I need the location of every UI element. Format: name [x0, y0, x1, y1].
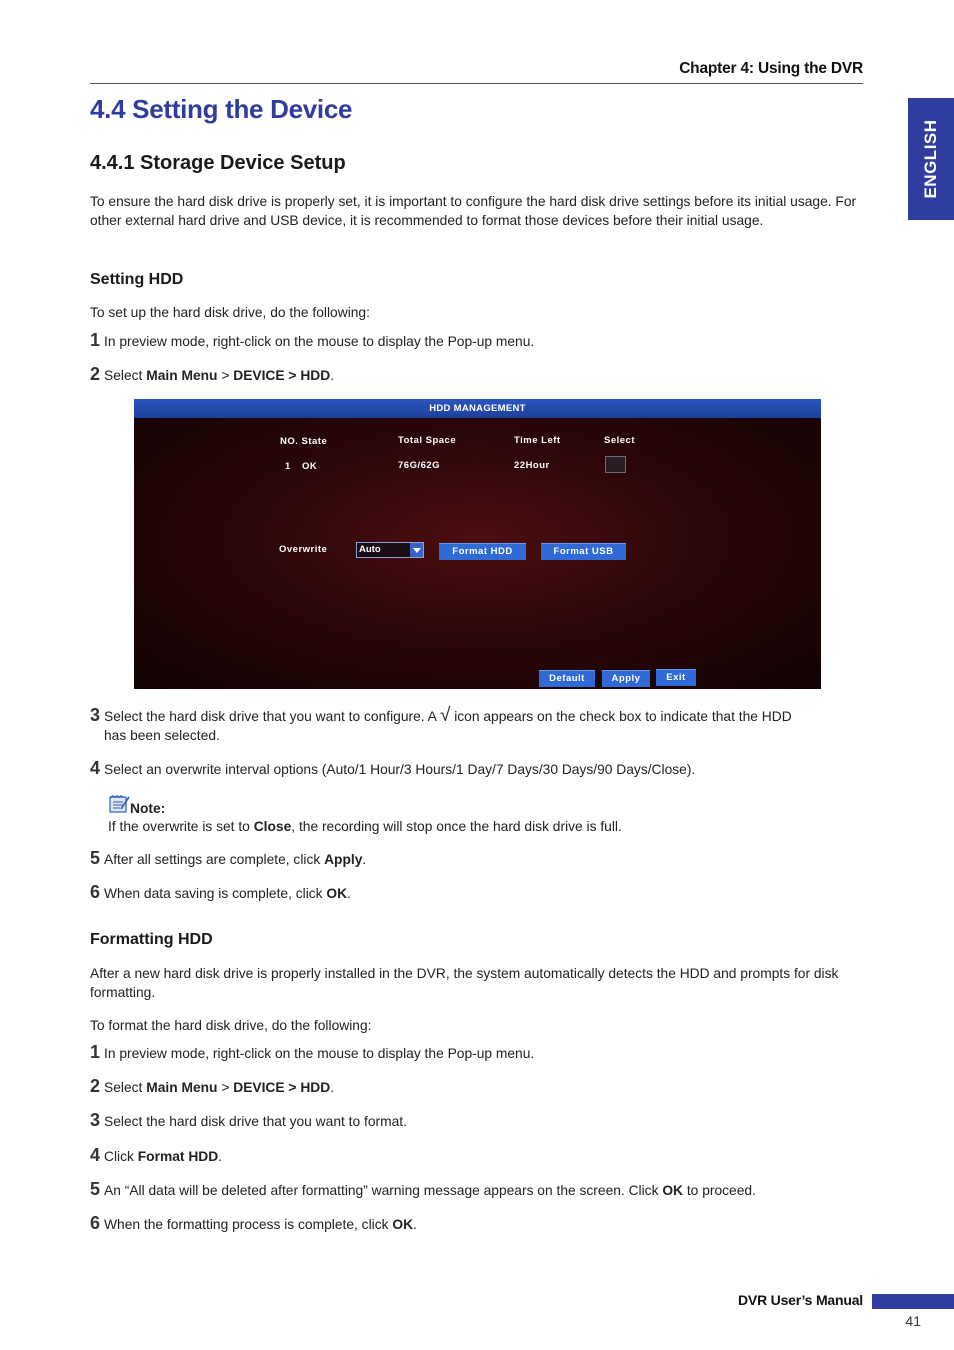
step-text: An “All data will be deleted after formatting” warning message appears on the screen. Click	[104, 1183, 663, 1198]
exit-button[interactable]: Exit	[656, 669, 696, 686]
format-step-3	[90, 1111, 850, 1131]
step-number: 4	[90, 1145, 101, 1165]
format-step-1	[90, 1043, 850, 1063]
col-no-state: NO. State	[280, 436, 328, 447]
setting-hdd-heading: Setting HDD	[90, 271, 184, 288]
step-text: .	[362, 852, 367, 867]
step-text: to proceed.	[683, 1183, 756, 1198]
step-text: Select	[104, 1080, 147, 1095]
overwrite-label: Overwrite	[279, 544, 328, 555]
menu-path: DEVICE > HDD	[233, 368, 331, 383]
overwrite-value: Auto	[359, 544, 381, 555]
note-icon	[108, 794, 130, 814]
note-label: Note:	[130, 801, 166, 816]
step-text: After all settings are complete, click	[104, 852, 325, 867]
default-button[interactable]: Default	[539, 670, 595, 687]
row-state: OK	[302, 461, 318, 472]
step-number: 5	[90, 1179, 101, 1199]
step-text: Select the hard disk drive that you want to format.	[104, 1114, 407, 1129]
keyword: Apply	[324, 852, 363, 867]
menu-path: Main Menu	[146, 1080, 218, 1095]
col-select: Select	[604, 435, 635, 446]
footer-manual-title: DVR User’s Manual	[738, 1292, 863, 1308]
row-total-space: 76G/62G	[398, 460, 441, 471]
formatting-hdd-heading: Formatting HDD	[90, 931, 213, 948]
step-text: In preview mode, right-click on the mouse to display the Pop-up menu.	[104, 334, 535, 349]
format-usb-button[interactable]: Format USB	[541, 543, 626, 560]
step-text: .	[347, 886, 351, 901]
setting-step-3	[90, 706, 850, 745]
step-number: 4	[90, 758, 101, 778]
keyword: Format HDD	[137, 1149, 219, 1164]
subsection-title: 4.4.1 Storage Device Setup	[90, 152, 346, 174]
format-step-6	[90, 1214, 850, 1234]
row-number: 1	[285, 461, 291, 472]
step-number: 3	[90, 1110, 101, 1130]
step-text: .	[330, 368, 335, 383]
step-text: >	[217, 368, 234, 383]
note-keyword: Close	[253, 819, 292, 834]
header-divider	[90, 83, 863, 84]
note-text-start: If the overwrite is set to	[108, 819, 254, 834]
keyword: OK	[326, 886, 348, 901]
format-step-2	[90, 1077, 850, 1097]
step-text: Select the hard disk drive that you want to configure. A	[104, 709, 440, 724]
hdd-management-screenshot	[134, 399, 821, 689]
step-text: In preview mode, right-click on the mouse to display the Pop-up menu.	[104, 1046, 535, 1061]
page-number: 41	[905, 1313, 921, 1329]
keyword: OK	[662, 1183, 684, 1198]
col-time-left: Time Left	[514, 435, 561, 446]
chevron-down-icon[interactable]	[410, 543, 423, 557]
apply-button[interactable]: Apply	[602, 670, 650, 687]
note-text-end: , the recording will stop once the hard disk drive is full.	[291, 819, 622, 834]
menu-path: Main Menu	[146, 368, 218, 383]
select-checkbox[interactable]	[605, 456, 626, 473]
step-number: 6	[90, 882, 101, 902]
format-step-5	[90, 1180, 850, 1200]
intro-paragraph: To ensure the hard disk drive is properly set, it is important to configure the hard disk drive settings before its initial usage. For other external hard drive and USB device, it is recommended to format those devices before their initial usage.	[90, 194, 857, 228]
step-text: .	[330, 1080, 335, 1095]
step-text: .	[218, 1149, 223, 1164]
step-text: icon appears on the check box to indicate that the HDD	[450, 709, 792, 724]
formatting-lead: To format the hard disk drive, do the following:	[90, 1018, 372, 1033]
setting-step-2	[90, 365, 850, 385]
step-text: Click	[104, 1149, 138, 1164]
row-time-left: 22Hour	[514, 460, 550, 471]
setting-step-6	[90, 883, 850, 903]
step-number: 5	[90, 848, 101, 868]
language-tab	[908, 98, 954, 220]
format-step-4	[90, 1146, 850, 1166]
check-mark-icon: √	[439, 705, 451, 726]
step-text-continued: has been selected.	[104, 728, 220, 743]
step-number: 1	[90, 330, 101, 350]
step-text: When the formatting process is complete, click	[104, 1217, 393, 1232]
dvr-title: HDD MANAGEMENT	[134, 399, 821, 418]
step-number: 1	[90, 1042, 101, 1062]
language-tab-label: ENGLISH	[921, 119, 940, 199]
step-text: >	[217, 1080, 234, 1095]
step-text: .	[413, 1217, 417, 1232]
step-number: 6	[90, 1213, 101, 1233]
format-hdd-button[interactable]: Format HDD	[439, 543, 526, 560]
step-number: 3	[90, 705, 101, 725]
setting-step-4	[90, 759, 850, 779]
overwrite-select[interactable]	[356, 542, 424, 558]
chapter-header: Chapter 4: Using the DVR	[679, 60, 863, 77]
setting-hdd-lead: To set up the hard disk drive, do the following:	[90, 305, 370, 320]
step-text: Select	[104, 368, 147, 383]
step-number: 2	[90, 1076, 101, 1096]
setting-step-5	[90, 849, 850, 869]
footer-bar	[872, 1294, 954, 1309]
menu-path: DEVICE > HDD	[233, 1080, 331, 1095]
formatting-intro: After a new hard disk drive is properly installed in the DVR, the system automatically detects the HDD and prompts for disk formatting.	[90, 966, 839, 1000]
step-text: Select an overwrite interval options (Auto/1 Hour/3 Hours/1 Day/7 Days/30 Days/90 Days/Close).	[104, 762, 696, 777]
note-text	[108, 817, 858, 836]
keyword: OK	[392, 1217, 414, 1232]
col-total-space: Total Space	[398, 435, 457, 446]
step-number: 2	[90, 364, 101, 384]
section-title: 4.4 Setting the Device	[90, 94, 353, 124]
setting-step-1	[90, 331, 850, 351]
step-text: When data saving is complete, click	[104, 886, 327, 901]
